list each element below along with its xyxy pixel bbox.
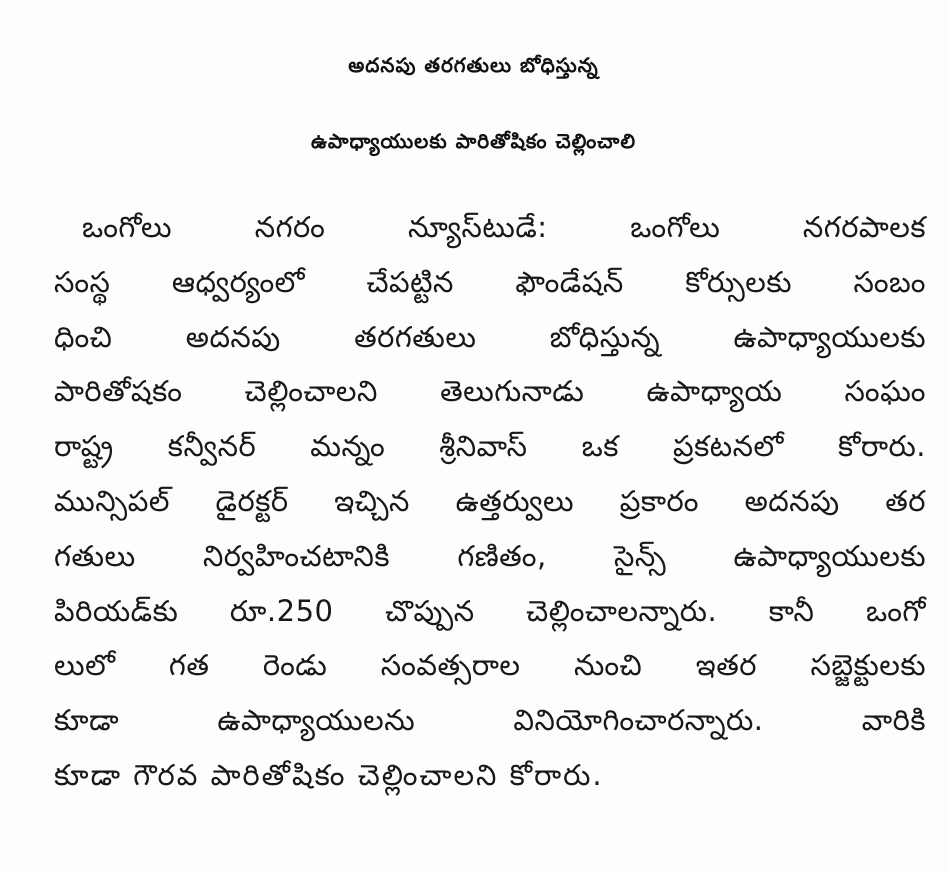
body-line-3: ధించి అదనపు తరగతులు బోధిస్తున్న ఉపాధ్యాయులకు: [54, 319, 926, 354]
body-line-1-dateline: ఒంగోలు నగరం న్యూస్‌టుడే: ఒంగోలు నగరపాలక: [82, 210, 926, 244]
headline-line-1: అదనపు తరగతులు బోధిస్తున్న: [348, 53, 599, 77]
body-line-9: లులో గత రెండు సంవత్సరాల నుంచి ఇతర సబ్జెక్టులకు: [54, 648, 926, 683]
body-line-6: మున్సిపల్ డైరక్టర్ ఇచ్చిన ఉత్తర్వులు ప్రకారం అదనపు తర: [54, 483, 926, 518]
headline-line-2: ఉపాధ్యాయులకు పారితోషికం చెల్లించాలి: [310, 129, 637, 153]
article-body: [54, 200, 926, 803]
body-line-10: కూడా ఉపాధ్యాయులను వినియోగించారన్నారు. వారికి: [54, 703, 926, 738]
body-line-7: గతులు నిర్వహించటానికి గణితం, సైన్స్ ఉపాధ్యాయులకు: [54, 538, 926, 573]
body-line-2: సంస్థ ఆధ్వర్యంలో చేపట్టిన ఫౌండేషన్ కోర్సులకు సంబం: [54, 264, 926, 299]
body-line-8: పిరియడ్‌కు రూ.250 చొప్పున చెల్లించాలన్నారు. కానీ ఒంగో: [54, 593, 926, 628]
body-line-4: పారితోషకం చెల్లించాలని తెలుగునాడు ఉపాధ్యాయ సంఘం: [54, 374, 926, 409]
body-line-11: కూడా గౌరవ పారితోషికం చెల్లించాలని కోరారు.: [54, 757, 604, 792]
body-line-5: రాష్ట్ర కన్వీనర్ మన్నం శ్రీనివాస్ ఒక ప్రకటనలో కోరారు.: [54, 429, 926, 464]
